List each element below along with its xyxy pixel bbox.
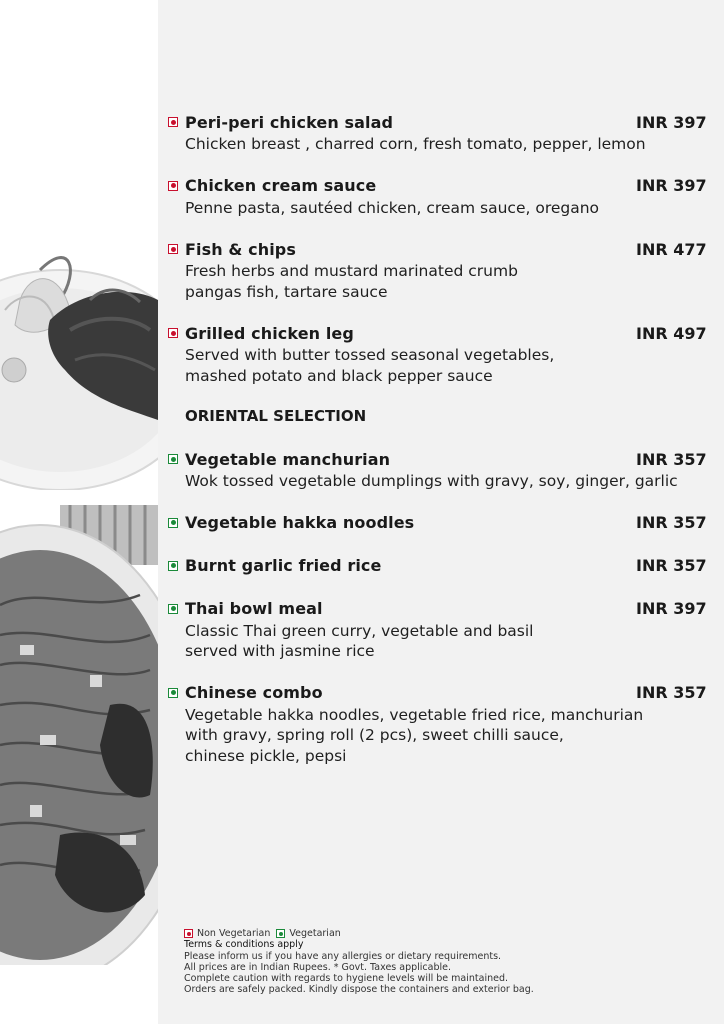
menu-item-header bbox=[168, 174, 708, 198]
oriental-items bbox=[168, 447, 708, 766]
menu-item-header bbox=[168, 237, 708, 261]
menu-item-name: Fish & chips bbox=[185, 239, 296, 259]
food-photo-strip bbox=[0, 0, 158, 1024]
menu-item-description: Fresh herbs and mustard marinated crumb pangas fish, tartare sauce bbox=[185, 262, 518, 301]
menu-item-header bbox=[168, 681, 708, 705]
menu-item-description: Vegetable hakka noodles, vegetable fried rice, manchurian with gravy, spring roll (2 pcs), sweet chilli sauce, chinese pickle, pepsi bbox=[185, 705, 644, 765]
menu-item-header bbox=[168, 321, 708, 345]
veg-marker-icon bbox=[168, 518, 178, 528]
menu-item bbox=[168, 237, 708, 302]
section-title-oriental: ORIENTAL SELECTION bbox=[185, 407, 367, 425]
hakka-noodles-photo bbox=[0, 505, 158, 965]
grilled-chicken-photo bbox=[0, 230, 158, 490]
menu-item-description: Wok tossed vegetable dumplings with gravy, soy, ginger, garlic bbox=[185, 472, 678, 490]
menu-item-name: Peri-peri chicken salad bbox=[185, 112, 394, 132]
menu-item bbox=[168, 174, 708, 219]
nonveg-marker-icon bbox=[184, 929, 193, 938]
veg-marker-icon bbox=[168, 454, 178, 464]
menu-item-description: Chicken breast , charred corn, fresh tomato, pepper, lemon bbox=[185, 135, 646, 153]
nonveg-marker-icon bbox=[168, 181, 178, 191]
menu-item-header bbox=[168, 447, 708, 471]
menu-item-description: Classic Thai green curry, vegetable and basil served with jasmine rice bbox=[185, 621, 534, 660]
western-items bbox=[168, 110, 708, 386]
terms-title: Terms & conditions apply bbox=[184, 939, 304, 951]
menu-item-header bbox=[168, 511, 708, 535]
footer-notes bbox=[184, 928, 704, 996]
menu-item-price: INR 357 bbox=[636, 449, 707, 469]
footer-line: All prices are in Indian Rupees. * Govt. Taxes applicable. bbox=[184, 961, 451, 973]
menu-item-name: Burnt garlic fried rice bbox=[185, 556, 382, 575]
veg-marker-icon bbox=[168, 561, 178, 571]
menu-item-header bbox=[168, 597, 708, 621]
footer-line: Orders are safely packed. Kindly dispose the containers and exterior bag. bbox=[184, 984, 534, 996]
menu-item-header bbox=[168, 110, 708, 134]
menu-item-name: Thai bowl meal bbox=[185, 599, 323, 618]
menu-item bbox=[168, 447, 708, 492]
veg-marker-icon bbox=[168, 688, 178, 698]
menu-item-name: Vegetable manchurian bbox=[185, 449, 391, 469]
menu-item-name: Chinese combo bbox=[185, 683, 323, 702]
menu-list bbox=[168, 110, 708, 785]
menu-item-price: INR 477 bbox=[636, 239, 707, 259]
menu-item bbox=[168, 110, 708, 155]
menu-item-price: INR 357 bbox=[636, 556, 707, 575]
nonveg-marker-icon bbox=[168, 244, 178, 254]
menu-item bbox=[168, 321, 708, 386]
menu-item bbox=[168, 554, 708, 578]
menu-item-price: INR 397 bbox=[636, 599, 707, 618]
menu-item-name: Grilled chicken leg bbox=[185, 323, 354, 343]
footer-line: Please inform us if you have any allergies or dietary requirements. bbox=[184, 950, 502, 962]
menu-item bbox=[168, 511, 708, 535]
menu-item-header bbox=[168, 554, 708, 578]
menu-item-price: INR 397 bbox=[636, 176, 707, 195]
menu-item-name: Vegetable hakka noodles bbox=[185, 513, 415, 532]
veg-marker-icon bbox=[276, 929, 285, 938]
nonveg-marker-icon bbox=[168, 328, 178, 338]
menu-item bbox=[168, 681, 708, 767]
legend-nonveg-label: Non Vegetarian bbox=[197, 928, 271, 939]
veg-marker-icon bbox=[168, 604, 178, 614]
menu-item-price: INR 357 bbox=[636, 683, 707, 702]
diet-legend bbox=[184, 928, 704, 939]
menu-item-price: INR 497 bbox=[636, 323, 707, 343]
footer-line: Complete caution with regards to hygiene levels will be maintained. bbox=[184, 973, 508, 985]
menu-item-name: Chicken cream sauce bbox=[185, 176, 377, 195]
menu-item bbox=[168, 597, 708, 662]
menu-item-description: Penne pasta, sautéed chicken, cream sauce, oregano bbox=[185, 198, 600, 217]
legend-veg-label: Vegetarian bbox=[289, 928, 341, 939]
menu-item-price: INR 357 bbox=[636, 513, 707, 532]
menu-item-description: Served with butter tossed seasonal vegetables, mashed potato and black pepper sauce bbox=[185, 346, 555, 385]
menu-item-price: INR 397 bbox=[636, 112, 707, 132]
nonveg-marker-icon bbox=[168, 117, 178, 127]
